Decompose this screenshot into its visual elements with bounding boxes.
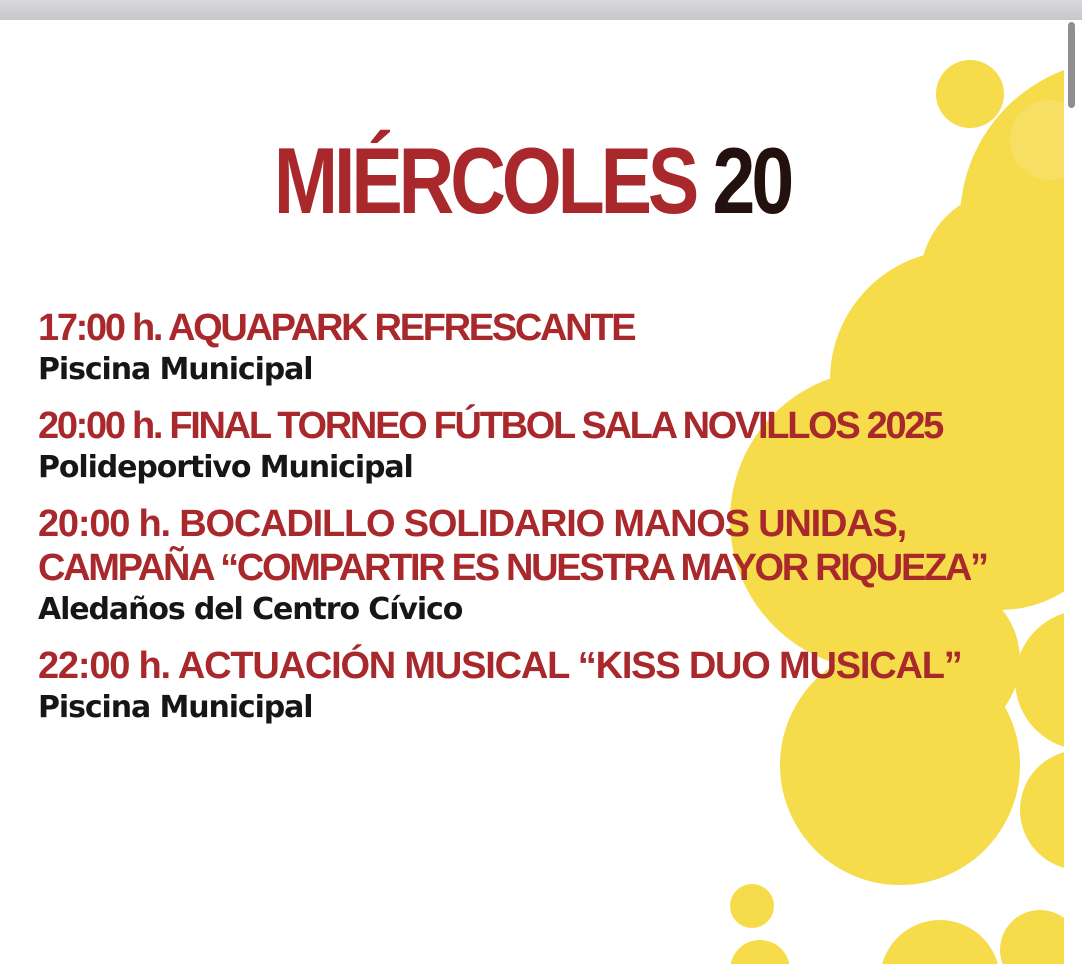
title-day-word: MIÉRCOLES — [273, 128, 696, 233]
browser-top-bar — [0, 0, 1082, 20]
event-title: 20:00 h. BOCADILLO SOLIDARIO MANOS UNIDAS, — [38, 503, 907, 545]
event-place: Aledaños del Centro Cívico — [38, 592, 463, 627]
event-list — [38, 306, 1028, 742]
event-place: Piscina Municipal — [38, 352, 313, 387]
event-title: 20:00 h. FINAL TORNEO FÚTBOL SALA NOVILLOS 2025 — [38, 405, 943, 447]
event-item — [38, 502, 1028, 630]
title-day-number: 20 — [712, 128, 791, 233]
event-title: 22:00 h. ACTUACIÓN MUSICAL “KISS DUO MUSICAL” — [38, 645, 962, 687]
poster-page — [0, 20, 1064, 964]
event-item — [38, 644, 1028, 728]
page-title — [96, 128, 968, 234]
scrollbar-thumb[interactable] — [1068, 22, 1075, 108]
scrollbar-track[interactable] — [1064, 20, 1082, 964]
event-title: 17:00 h. AQUAPARK REFRESCANTE — [38, 307, 635, 349]
event-title-line-2: CAMPAÑA “COMPARTIR ES NUESTRA MAYOR RIQUEZA” — [38, 547, 987, 589]
event-item — [38, 404, 1028, 488]
event-place: Piscina Municipal — [38, 690, 313, 725]
event-place: Polideportivo Municipal — [38, 450, 413, 485]
event-item — [38, 306, 1028, 390]
